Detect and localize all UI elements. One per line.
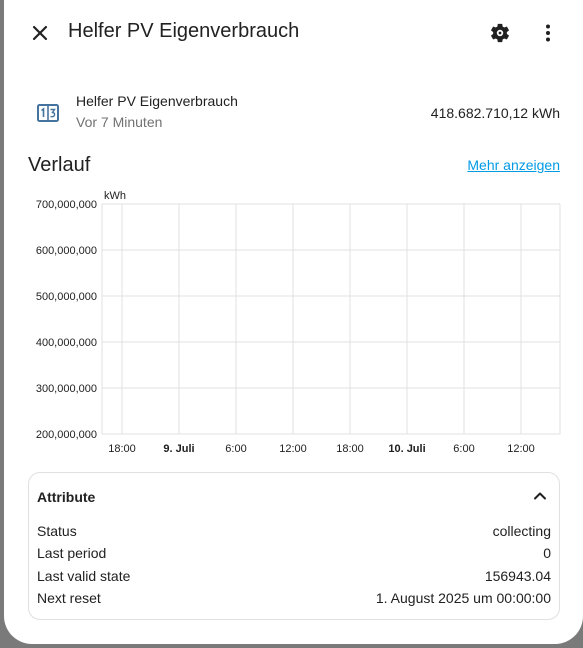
attribute-row-status <box>37 523 551 543</box>
attributes-title: Attribute <box>37 489 96 505</box>
x-tick-label: 18:00 <box>108 443 136 455</box>
x-tick-label: 18:00 <box>336 443 364 455</box>
entity-state-value: 418.682.710,12 kWh <box>430 105 560 121</box>
attributes-panel <box>28 472 560 620</box>
dots-vertical-icon <box>536 21 560 45</box>
attribute-key: Last period <box>37 545 107 561</box>
attribute-row-last-period <box>37 545 551 565</box>
x-tick-label: 10. Juli <box>388 443 426 455</box>
y-tick-label: 300,000,000 <box>35 383 97 395</box>
attribute-row-last-valid-state <box>37 568 551 588</box>
attribute-key: Last valid state <box>37 568 131 584</box>
history-title: Verlauf <box>28 154 91 176</box>
attribute-value: 156943.04 <box>484 568 551 584</box>
attribute-key: Next reset <box>37 590 101 606</box>
attribute-value: 0 <box>543 545 551 561</box>
close-button[interactable] <box>22 15 58 51</box>
x-tick-label: 12:00 <box>279 443 307 455</box>
close-icon <box>28 21 52 45</box>
entity-last-changed: Vor 7 Minuten <box>76 114 163 130</box>
y-axis-unit: kWh <box>104 190 126 202</box>
y-tick-label: 600,000,000 <box>35 245 97 257</box>
x-tick-label: 6:00 <box>453 443 475 455</box>
y-tick-label: 400,000,000 <box>35 337 97 349</box>
entity-state-row[interactable] <box>28 88 560 134</box>
dialog-header <box>4 0 583 66</box>
x-tick-label: 9. Juli <box>163 443 195 455</box>
show-more-link[interactable]: Mehr anzeigen <box>467 157 560 173</box>
y-tick-label: 500,000,000 <box>35 291 97 303</box>
gear-icon <box>489 22 511 44</box>
attribute-value: collecting <box>492 523 551 539</box>
dialog-title: Helfer PV Eigenverbrauch <box>68 20 300 42</box>
attribute-row-next-reset <box>37 590 551 610</box>
history-chart[interactable] <box>4 184 583 460</box>
more-info-dialog <box>4 0 583 644</box>
history-chart-svg <box>4 184 583 460</box>
attribute-key: Status <box>37 523 77 539</box>
attribute-value: 1. August 2025 um 00:00:00 <box>375 590 551 606</box>
settings-button[interactable] <box>482 15 518 51</box>
chevron-up-icon <box>531 487 549 505</box>
attributes-header[interactable] <box>29 473 559 519</box>
entity-name: Helfer PV Eigenverbrauch <box>76 93 238 109</box>
y-tick-label: 700,000,000 <box>35 199 97 211</box>
y-tick-label: 200,000,000 <box>35 429 97 441</box>
counter-icon <box>37 104 59 122</box>
x-tick-label: 6:00 <box>225 443 247 455</box>
more-options-button[interactable] <box>530 15 566 51</box>
x-tick-label: 12:00 <box>507 443 535 455</box>
